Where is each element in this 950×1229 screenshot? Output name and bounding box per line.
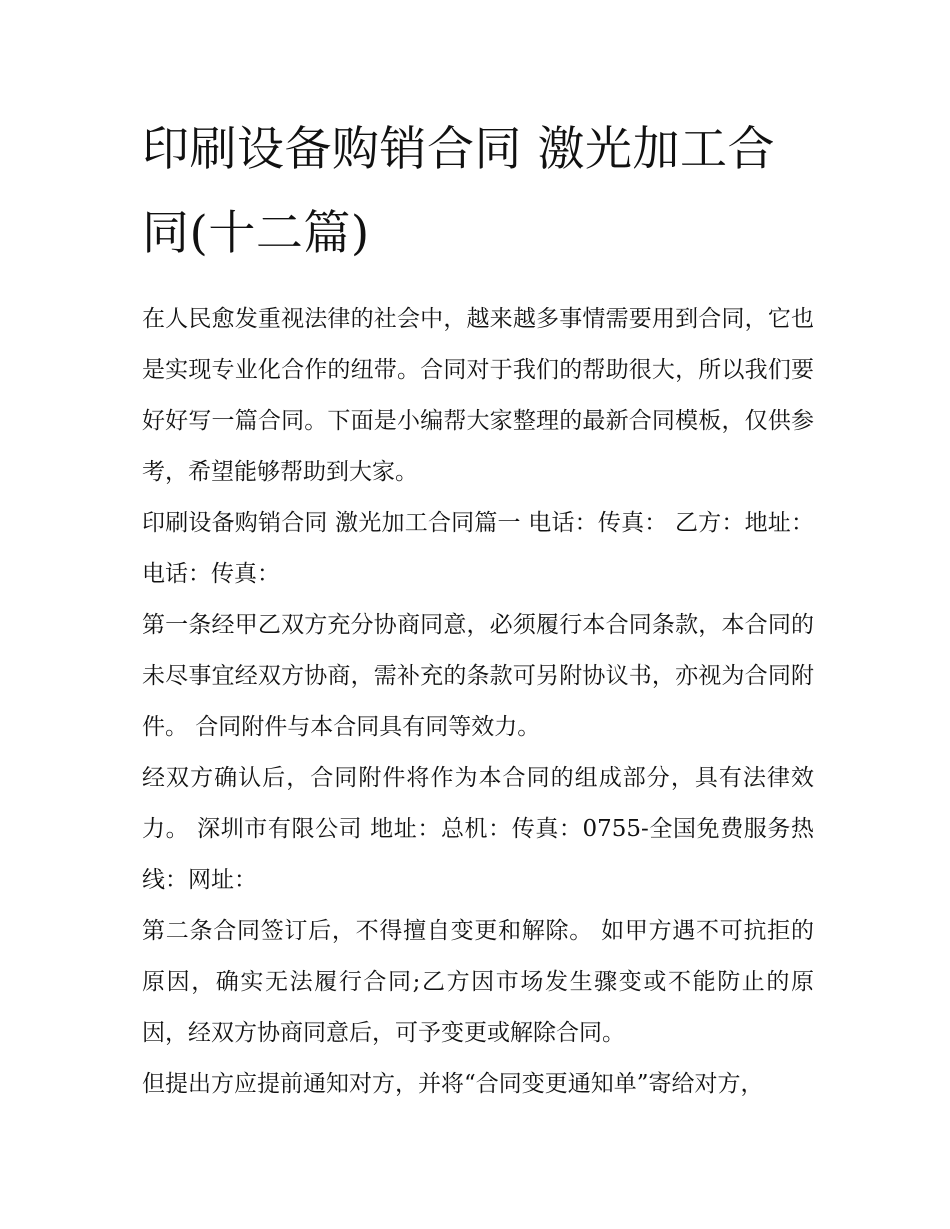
paragraph-attachment-confirmation: 经双方确认后，合同附件将作为本合同的组成部分，具有法律效力。 深圳市有限公司 地址：总机：传真：0755-全国免费服务热线：网址： — [142, 765, 814, 893]
paragraph-article-2: 第二条合同签订后，不得擅自变更和解除。 如甲方遇不可抗拒的原因，确实无法履行合同;乙方因市场发生骤变或不能防止的原因，经双方协商同意后，可予变更或解除合同。 — [142, 918, 814, 1046]
paragraph-change-notice: 但提出方应提前通知对方，并将“合同变更通知单”寄给对方， — [142, 1071, 764, 1097]
paragraph-article-1: 第一条经甲乙双方充分协商同意，必须履行本合同条款，本合同的未尽事宜经双方协商，需补充的条款可另附协议书，亦视为合同附件。 合同附件与本合同具有同等效力。 — [142, 612, 814, 740]
paragraph-intro: 在人民愈发重视法律的社会中，越来越多事情需要用到合同，它也是实现专业化合作的纽带。合同对于我们的帮助很大，所以我们要好好写一篇合同。下面是小编帮大家整理的最新合同模板，仅供参考，希望能够帮助到大家。 — [142, 306, 814, 485]
paragraph-contract-header: 印刷设备购销合同 激光加工合同篇一 电话：传真： 乙方：地址： 电话：传真： — [142, 510, 814, 587]
document-title: 印刷设备购销合同 激光加工合同(十二篇) — [142, 122, 775, 261]
document-body — [142, 108, 814, 1110]
